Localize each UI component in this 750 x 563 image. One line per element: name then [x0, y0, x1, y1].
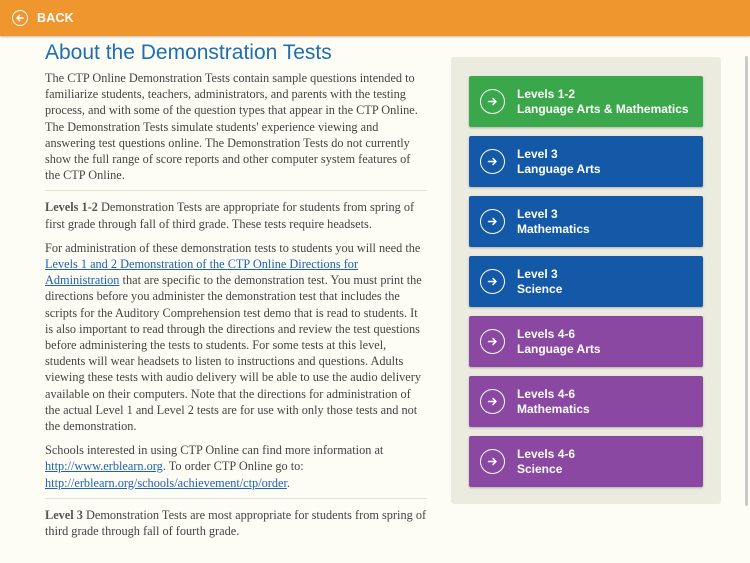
admin-text-after: that are specific to the demonstration test. You must print the directions before you administer the demonstration test that includes the scripts for the Auditory Comprehension test demo that is read to students. It is also important to read through the directions and review the test questions before administering the tests to students. For some tests at this level, students will wear headsets to listen to instructions and questions. Adults viewing these tests with audio delivery will be able to use the audio delivery available on their computers. Note that the directions for administration of the actual Level 1 and Level 2 tests are for use with only those tests and not the demonstration. — [45, 273, 422, 434]
button-label — [517, 447, 575, 476]
levels-1-2-language-arts-mathematics-button[interactable] — [469, 76, 703, 127]
arrow-right-icon — [480, 389, 505, 414]
button-subject: Mathematics — [517, 221, 590, 236]
button-subject: Language Arts & Mathematics — [517, 101, 689, 116]
button-level: Level 3 — [517, 207, 558, 221]
arrow-right-icon — [480, 269, 505, 294]
button-subject: Language Arts — [517, 161, 601, 176]
button-subject: Science — [517, 461, 563, 476]
button-label — [517, 147, 601, 176]
schools-text-before: Schools interested in using CTP Online can find more information at — [45, 443, 384, 458]
back-label: BACK — [37, 11, 74, 25]
level-3-science-button[interactable] — [469, 256, 703, 307]
arrow-right-icon — [480, 329, 505, 354]
page-title: About the Demonstration Tests — [45, 41, 332, 64]
arrow-right-icon — [480, 449, 505, 474]
button-label — [517, 387, 590, 416]
button-subject: Mathematics — [517, 401, 590, 416]
button-level: Level 3 — [517, 147, 558, 161]
admin-text-before: For administration of these demonstration tests to students you will need the — [45, 240, 421, 255]
back-arrow-icon — [12, 10, 28, 26]
schools-text-after: . — [286, 475, 290, 490]
button-level: Levels 4-6 — [517, 447, 576, 461]
level-3-language-arts-button[interactable] — [469, 136, 703, 187]
button-label — [517, 207, 590, 236]
divider — [45, 190, 427, 191]
top-bar — [0, 0, 750, 36]
directions-link[interactable]: Levels 1 and 2 Demonstration of the CTP Online Directions for Administration — [45, 257, 359, 288]
level-3-mathematics-button[interactable] — [469, 196, 703, 247]
levels-1-2-paragraph — [45, 199, 427, 231]
button-subject: Language Arts — [517, 341, 601, 356]
levels-4-6-science-button[interactable] — [469, 436, 703, 487]
test-selection-panel — [451, 57, 721, 504]
arrow-right-icon — [480, 149, 505, 174]
button-level: Levels 4-6 — [517, 387, 576, 401]
levels-4-6-mathematics-button[interactable] — [469, 376, 703, 427]
levels-4-6-language-arts-button[interactable] — [469, 316, 703, 367]
level-3-paragraph — [45, 507, 427, 539]
administration-paragraph — [45, 240, 427, 434]
schools-text-middle: . To order CTP Online go to: — [162, 459, 304, 474]
levels-1-2-heading: Levels 1-2 — [45, 200, 98, 215]
button-level: Level 3 — [517, 267, 558, 281]
button-level: Levels 4-6 — [517, 327, 576, 341]
button-label — [517, 327, 601, 356]
level-3-text: Demonstration Tests are most appropriate for students from spring of third grade through fall of fourth grade. — [45, 507, 427, 539]
button-level: Levels 1-2 — [517, 87, 576, 101]
content-area — [45, 40, 427, 539]
arrow-right-icon — [480, 209, 505, 234]
divider — [45, 498, 427, 499]
erblearn-link[interactable]: http://www.erblearn.org — [45, 459, 163, 474]
back-button[interactable] — [12, 8, 74, 28]
schools-paragraph — [45, 442, 427, 491]
button-label — [517, 267, 562, 296]
scrollbar[interactable] — [745, 56, 748, 506]
levels-1-2-text: Demonstration Tests are appropriate for students from spring of first grade through fall of third grade. These tests require headsets. — [45, 200, 415, 231]
order-link[interactable]: http://erblearn.org/schools/achievement/ctp/order — [45, 475, 287, 490]
button-subject: Science — [517, 281, 563, 296]
arrow-right-icon — [480, 89, 505, 114]
intro-paragraph: The CTP Online Demonstration Tests contain sample questions intended to familiarize students, teachers, administrators, and parents with the testing process, and with some of the question types that appear in the CTP Online. The Demonstration Tests simulate students' experience viewing and answering test questions online. The Demonstration Tests do not currently show the full range of score reports and other computer system features of the CTP Online. — [45, 71, 418, 183]
button-label — [517, 87, 689, 116]
level-3-heading: Level 3 — [45, 507, 83, 522]
